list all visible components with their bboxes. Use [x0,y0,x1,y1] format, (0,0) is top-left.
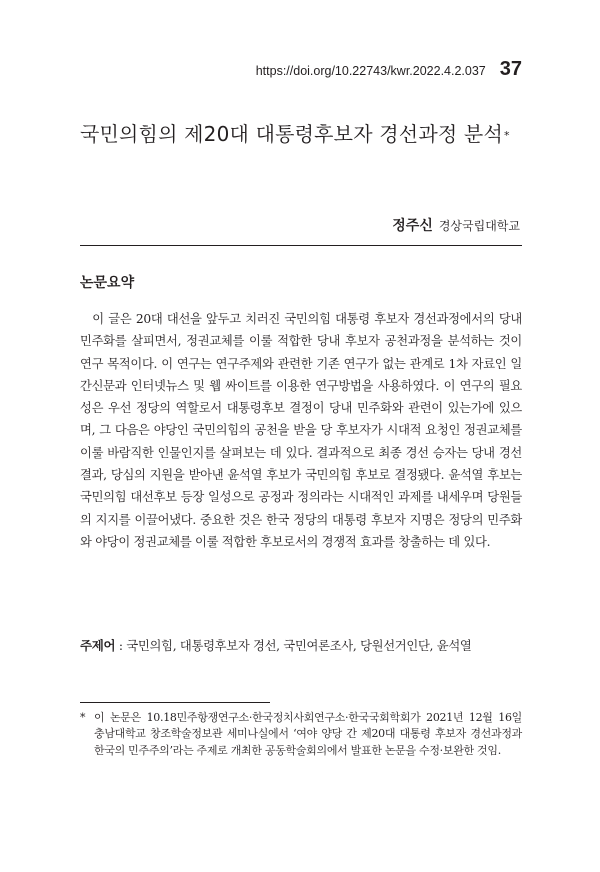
author-affiliation: 경상국립대학교 [438,219,520,233]
title-footnote-mark[interactable]: * [503,129,510,142]
author-line [392,215,520,235]
title-divider [80,245,522,246]
footnote-text: 이 논문은 10.18민주항쟁연구소·한국정치사회연구소·한국국회학회가 2021년 12월 16일 충남대학교 창조학술정보관 세미나실에서 ‘여야 양당 간 제20대 대통령 후보자 경선과정과 한국의 민주주의’라는 주제로 개최한 공동학술회의에서 발표한 논문을 수정·보완한 것임. [94,711,522,757]
keywords-separator: : [115,639,127,653]
paper-title-text: 국민의힘의 제20대 대통령후보자 경선과정 분석 [80,122,503,146]
abstract-body: 이 글은 20대 대선을 앞두고 치러진 국민의힘 대통령 후보자 경선과정에서의 당내 민주화를 살피면서, 정권교체를 이룰 적합한 당내 후보자 공천과정을 분석하는 것이 연구 목적이다. 이 연구는 연구주제와 관련한 기존 연구가 없는 관계로 1차 자료인 일간신문과 인터넷뉴스 및 웹 싸이트를 이용한 연구방법을 사용하였다. 이 연구의 필요성은 우선 정당의 역할로서 대통령후보 결정이 당내 민주화와 관련이 있는가에 있으며, 그 다음은 야당인 국민의힘의 공천을 받을 당 후보자가 시대적 요청인 정권교체를 이룰 바람직한 인물인지를 살펴보는 데 있다. 결과적으로 최종 경선 승자는 당내 경선결과, 당심의 지원을 받아낸 윤석열 후보가 국민의힘 후보로 결정됐다. 윤석열 후보는 국민의힘 대선후보 등장 일성으로 공정과 정의라는 시대적인 과제를 내세우며 당원들의 지지를 이끌어냈다. 중요한 것은 한국 정당의 대통령 후보자 지명은 정당의 민주화와 야당이 정권교체를 이룰 적합한 후보로서의 경쟁적 효과를 창출하는 데 있다. [80,312,522,549]
paper-title [80,118,540,147]
footnote-divider [80,702,270,703]
author-name: 정주신 [392,218,433,234]
keywords-label: 주제어 [80,638,116,653]
keywords-line [80,636,540,654]
footnote-mark: * [80,711,86,724]
abstract-heading: 논문요약 [80,275,135,291]
keywords-text: 국민의힘, 대통령후보자 경선, 국민여론조사, 당원선거인단, 윤석열 [126,639,472,653]
running-header [256,58,522,81]
page-number: 37 [499,58,522,80]
footnote [80,710,522,759]
doi-link[interactable]: https://doi.org/10.22743/kwr.2022.4.2.037 [255,64,486,78]
